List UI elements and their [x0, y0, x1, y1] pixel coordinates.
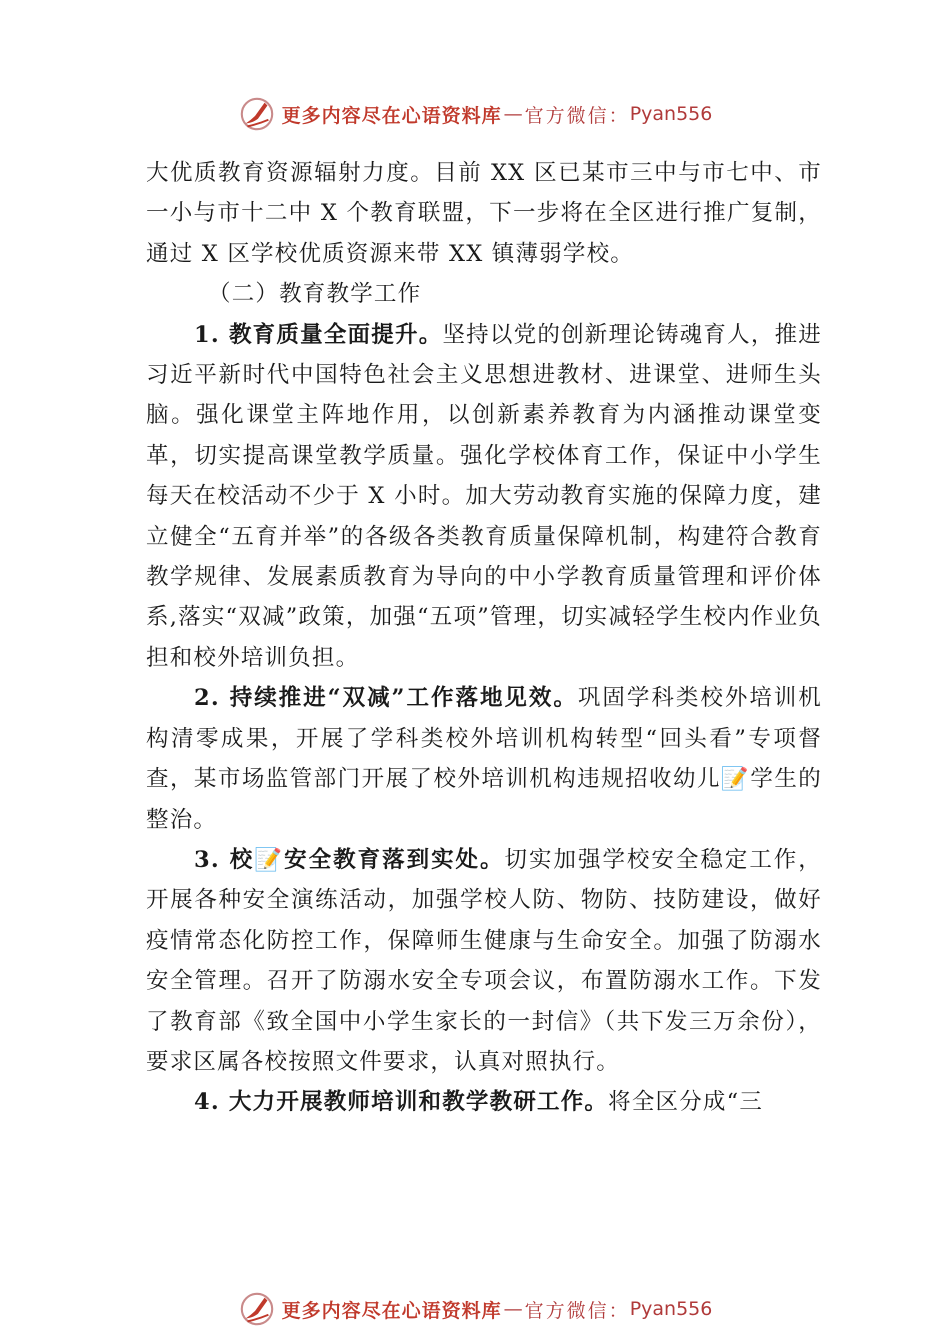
pen-logo-icon: [238, 95, 276, 133]
watermark-brand: 更多内容尽在心语资料库: [281, 1299, 502, 1322]
item-double-reduction: [146, 678, 822, 840]
item-title: 1. 教育质量全面提升。: [194, 321, 443, 348]
item-campus-safety: [146, 840, 822, 1082]
item-title: 2. 持续推进“双减”工作落地见效。: [194, 685, 578, 712]
item-body: 巩固学科类校外培训机构清零成果，开展了学科类校外培训机构转型“回头看”专项督查，某市场监管部门开展了校外培训机构违规招收幼儿📝学生的整治。: [146, 685, 822, 833]
watermark-label: 官方微信：: [524, 1299, 630, 1322]
watermark-footer: [0, 1287, 950, 1331]
item-body: 坚持以党的创新理论铸魂育人，推进习近平新时代中国特色社会主义思想进教材、进课堂、进师生头脑。强化课堂主阵地作用，以创新素养教育为内涵推动课堂变革，切实提高课堂教学质量。强化学校体育工作，保证中小学生每天在校活动不少于 X 小时。加大劳动教育实施的保障力度，建立健全“五育并举”的各级各类教育质量保障机制，构建符合教育教学规律、发展素质教育为导向的中小学教育质量管理和评价体系,落实“双减”政策，加强“五项”管理，切实减轻学生校内作业负担和校外培训负担。: [146, 321, 822, 671]
item-education-quality: [146, 315, 822, 679]
item-teacher-training: [146, 1082, 822, 1122]
pen-logo-icon: [238, 1290, 276, 1328]
watermark-wechat-id: Pyan556: [629, 1298, 713, 1320]
watermark-separator: —: [503, 103, 523, 125]
paragraph-continuation: 大优质教育资源辐射力度。目前 XX 区已某市三中与市七中、市一小与市十二中 X 个教育联盟，下一步将在全区进行推广复制，通过 X 区学校优质资源来带 XX 镇薄弱学校。: [146, 160, 822, 267]
item-body: 将全区分成“三: [608, 1089, 764, 1116]
item-title: 4. 大力开展教师培训和教学教研工作。: [194, 1089, 609, 1116]
watermark-header: [0, 92, 950, 136]
watermark-label: 官方微信：: [524, 104, 630, 127]
watermark-wechat-id: Pyan556: [629, 103, 713, 125]
watermark-brand: 更多内容尽在心语资料库: [281, 104, 502, 127]
document-body: [146, 153, 822, 1123]
item-body: 切实加强学校安全稳定工作，开展各种安全演练活动，加强学校人防、物防、技防建设，做好疫情常态化防控工作，保障师生健康与生命安全。加强了防溺水安全管理。召开了防溺水安全专项会议，布置防溺水工作。下发了教育部《致全国中小学生家长的一封信》（共下发三万余份），要求区属各校按照文件要求，认真对照执行。: [146, 846, 822, 1075]
item-title: 3. 校📝安全教育落到实处。: [194, 846, 505, 873]
section-heading: （二）教育教学工作: [208, 281, 422, 308]
watermark-separator: —: [503, 1298, 523, 1320]
